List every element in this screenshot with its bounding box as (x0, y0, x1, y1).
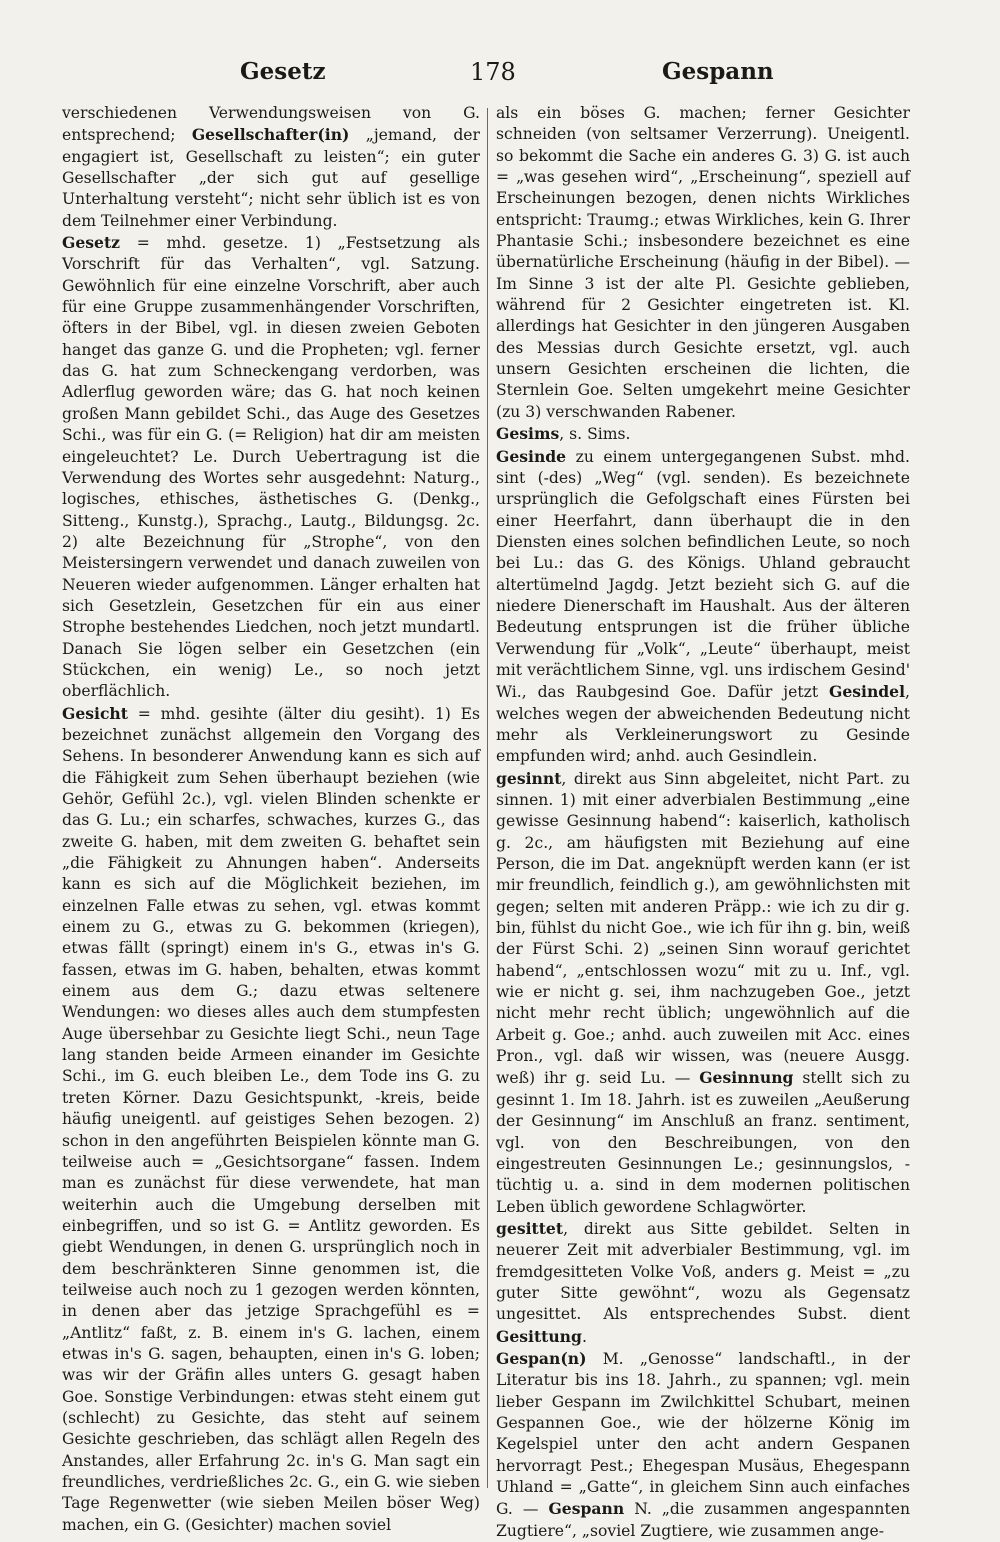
entry-text: „jemand, der engagiert ist, Gesellschaft zu leisten“; ein guter Gesellschafter „der sich gut auf gesellige Unterhaltung versteht“; nicht sehr üblich ist es von dem Teilnehmer einer Verbindung. (62, 126, 480, 230)
entry-text: zu einem untergegangenen Subst. mhd. sint (-des) „Weg“ (vgl. senden). Es bezeichnete ursprünglich die Gefolgschaft eines Fürsten bei einer Heerfahrt, dann überhaupt die in den Diensten eines solchen befindlichen Leute, so noch bei Lu.: das G. des Königs. Uhland gebraucht altertümelnd Jagdg. Jetzt bezieht sich G. auf die niedere Dienerschaft im Haushalt. Aus der älteren Bedeutung entsprungen ist die früher übliche Verwendung für „Volk“, „Leute“ überhaupt, meist mit verächtlichem Sinne, vgl. uns irdischem Gesind' Wi., das Raubgesind Goe. Dafür jetzt (496, 447, 910, 702)
entry-text: , s. Sims. (559, 425, 631, 444)
entry-headword: gesinnt (496, 768, 562, 788)
dictionary-entry (62, 232, 480, 703)
dictionary-entry (62, 703, 480, 1536)
entry-headword: gesittet (496, 1218, 564, 1238)
page-number: 178 (470, 58, 516, 86)
entry-text: , direkt aus Sinn abgeleitet, nicht Part. zu sinnen. 1) mit einer adverbialen Bestimmung „eine gewisse Gesinnung habend“: kaiserlich, katholisch g. 2c., am häufigsten mit Beziehung auf eine Person, die im Dat. angeknüpft werden kann (er ist mir freundlich, feindlich g.), am gewöhnlichsten mit gegen; selten mit anderen Präpp.: wie ich zu dir g. bin, fühlst du nicht Goe., wie ich für ihn g. bin, weiß der Fürst Schi. 2) „seinen Sinn worauf gerichtet habend“, „entschlossen wozu“ mit zu u. Inf., vgl. wie er nicht g. sei, ihm nachzugeben Goe., jetzt nicht mehr recht üblich; ungewöhnlich auf die Arbeit g. Goe.; anhd. auch zuweilen mit Acc. eines Pron., vgl. daß wir wissen, was (neuere Ausgg. weß) ihr g. seid Lu. — (496, 769, 910, 1088)
dictionary-entry (496, 423, 910, 445)
entry-text: verschiedenen Verwendungsweisen von G. entsprechend; (62, 104, 480, 145)
entry-headword: Gespan(n) (496, 1348, 587, 1368)
entry-text: , direkt aus Sitte gebildet. Selten in neuerer Zeit mit adverbialer Bestimmung, vgl. im fremdgesitteten Volke Voß, anders g. Meist = „zu guter Sitte gewöhnt“, wozu als Gegensatz ungesittet. Als entsprechendes Subst. dient (496, 1219, 910, 1324)
entry-text: . (581, 1327, 587, 1346)
page-header (0, 58, 1000, 94)
entry-headword: Gespann (548, 1499, 625, 1519)
entry-text: stellt sich zu gesinnt 1. Im 18. Jahrh. ist es zuweilen „Aeußerung der Gesinnung“ im Anschluß an franz. sentiment, vgl. von den Beschreibungen, von den eingestreuten Gesinnungen Le.; gesinnungslos, -tüchtig u. a. sind in dem modernen politischen Leben üblich gewordene Schlagwörter. (496, 1069, 910, 1216)
column-divider (487, 108, 488, 1488)
entry-headword: Gesicht (62, 703, 128, 723)
entry-text: = mhd. gesihte (älter diu gesiht). 1) Es bezeichnet zunächst allgemein den Vorgang des Sehens. In besonderer Anwendung kann es sich auf die Fähigkeit zum Sehen überhaupt beziehen (wie Gehör, Gefühl 2c.), vgl. vielen Blinden schenkte er das G. Lu.; ein scharfes, schwaches, kurzes G., das zweite G. haben, mit dem zweiten G. behaftet sein „die Fähigkeit zu Ahnungen haben“. Anderseits kann es sich auf die Möglichkeit beziehen, im einzelnen Falle etwas zu sehen, vgl. etwas kommt einem zu G., etwas zu G. bekommen (kriegen), etwas fällt (springt) einem in's G., etwas in's G. fassen, etwas im G. haben, behalten, etwas kommt einem aus dem G.; dazu etwas seltenere Wendungen: wo dieses alles auch dem stumpfesten Auge übersehbar zu Gesichte liegt Schi., neun Tage lang standen beide Armeen einander im Gesichte Schi., im G. euch bleiben Le., dem Tode ins G. zu treten Körner. Dazu Gesichtspunkt, -kreis, beide häufig uneigentl. auf geistiges Sehen bezogen. 2) schon in den angeführten Beispielen könnte man G. teilweise auch = „Gesichtsorgane“ fassen. Indem man es zunächst für diese verwendete, hat man weiterhin auch die Umgebung derselben mit einbegriffen, und so ist G. = Antlitz geworden. Es giebt Wendungen, in denen G. ursprünglich noch in dem beschränkteren Sinne genommen ist, die teilweise auch noch zu 1 gezogen werden könnten, in denen aber das jetzige Sprachgefühl es = „Antlitz“ faßt, z. B. einem in's G. lachen, einem etwas in's G. sagen, behaupten, einen in's G. loben; was wir der Gräfin alles unters G. gesagt haben Goe. Sonstige Verbindungen: etwas steht einem gut (schlecht) zu Gesichte, das steht auf seinem Gesichte geschrieben, das schlägt allen Regeln des Anstandes, aller Erfahrung 2c. in's G. Man sagt ein freundliches, verdrießliches 2c. G., ein G. wie sieben Tage Regenwetter (wie sieben Meilen böser Weg) machen, ein G. (Gesichter) machen soviel (62, 704, 480, 1534)
entry-headword: Gesellschafter(in) (191, 125, 350, 145)
right-column (496, 103, 910, 1540)
entry-headword: Gesittung (496, 1326, 582, 1346)
dictionary-entry (62, 103, 480, 232)
entry-headword: Gesinnung (699, 1068, 794, 1088)
left-column (62, 103, 480, 1534)
header-right-guideword: Gespann (662, 58, 774, 85)
header-left-guideword: Gesetz (240, 58, 326, 85)
entry-headword: Gesinde (496, 446, 567, 466)
entry-text: M. „Genosse“ landschaftl., in der Literatur bis ins 18. Jahrh., zu spannen; vgl. mein lieber Gespann im Zwilchkittel Schubart, meinen Gespannen Goe., wie der hölzerne König im Kegelspiel unter den acht andern Gespanen hervorragt Pest.; Ehegespan Musäus, Ehegespann Uhland = „Gatte“, in gleichem Sinn auch einfaches G. — (496, 1349, 910, 1519)
entry-text: N. „die zusammen angespannten Zugtiere“, „soviel Zugtiere, wie zusammen ange- (496, 1500, 910, 1540)
entry-headword: Gesindel (829, 682, 906, 702)
dictionary-entry (496, 768, 910, 1218)
entry-headword: Gesims (496, 424, 560, 444)
entry-text: als ein böses G. machen; ferner Gesichter schneiden (von seltsamer Verzerrung). Uneigentl. so bekommt die Sache ein anderes G. 3) G. ist auch = „was gesehen wird“, „Erscheinung“, speziell auf Erscheinungen bezogen, denen nichts Wirkliches entspricht: Traumg.; etwas Wirkliches, kein G. Ihrer Phantasie Schi.; insbesondere bezeichnet es eine übernatürliche Erscheinung (häufig in der Bibel). — Im Sinne 3 ist der alte Pl. Gesichte geblieben, während für 2 Gesichter eingetreten ist. Kl. allerdings hat Gesichter in den jüngeren Ausgaben des Messias durch Gesichte ersetzt, vgl. auch unsern Gesichten erscheinen die lichten, die Sternlein Goe. Selten umgekehrt meine Gesichter (zu 3) verschwanden Rabener. (496, 104, 910, 421)
dictionary-entry (496, 103, 910, 423)
entry-headword: Gesetz (62, 233, 120, 253)
dictionary-entry (496, 1218, 910, 1348)
entry-text: , welches wegen der abweichenden Bedeutung nicht mehr als Verkleinerungswort zu Gesinde empfunden wird; anhd. auch Gesindlein. (496, 683, 910, 766)
dictionary-entry (496, 446, 910, 768)
dictionary-entry (496, 1348, 910, 1542)
entry-text: = mhd. gesetze. 1) „Festsetzung als Vorschrift für das Verhalten“, vgl. Satzung. Gewöhnlich für eine einzelne Vorschrift, aber auch für eine Gruppe zusammenhängender Vorschriften, öfters in der Bibel, vgl. in diesen zweien Geboten hanget das ganze G. und die Propheten; vgl. ferner das G. hat zum Schneckengang verdorben, was Adlerflug geworden wäre; das G. hat noch keinen großen Mann gebildet Schi., das Auge des Gesetzes Schi., was für ein G. (= Religion) hat dir am meisten eingeleuchtet? Le. Durch Uebertragung ist die Verwendung des Wortes sehr ausgedehnt: Naturg., logisches, ethisches, ästhetisches G. (Denkg., Sitteng., Kunstg.), Sprachg., Lautg., Bildungsg. 2c. 2) alte Bezeichnung für „Strophe“, von den Meistersingern verwendet und danach zuweilen von Neueren wieder aufgenommen. Länger erhalten hat sich Gesetzlein, Gesetzchen für ein aus einer Strophe bestehendes Liedchen, noch jetzt mundartl. Danach Sie lögen selber ein Gesetzchen (ein Stückchen, ein wenig) Le., so noch jetzt oberflächlich. (62, 234, 480, 701)
